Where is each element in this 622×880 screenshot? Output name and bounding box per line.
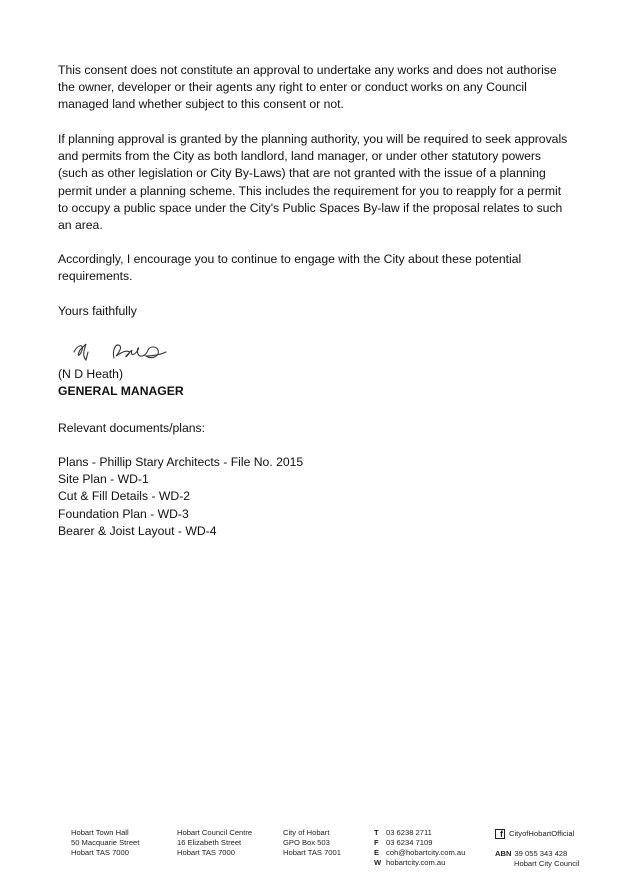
facebook-handle: CityofHobartOfficial <box>509 829 575 838</box>
facebook-link <box>495 828 579 840</box>
address-line: GPO Box 503 <box>283 838 330 847</box>
signer-block <box>58 366 568 400</box>
abn-value: 39 055 343 428 <box>514 849 568 858</box>
footer-social-abn <box>495 828 579 869</box>
document-item: Plans - Phillip Stary Architects - File No. 2015 <box>58 455 304 469</box>
footer-contacts <box>374 828 465 868</box>
contact-value: 03 6234 7109 <box>386 838 433 847</box>
contact-email <box>374 848 465 858</box>
contact-value: coh@hobartcity.com.au <box>386 848 466 857</box>
paragraph-consent: This consent does not constitute an approval to undertake any works and does not authorise the owner, developer or their agents any right to enter or conduct works on any Council managed land whether subject to this consent or not. <box>58 63 557 112</box>
address-line: City of Hobart <box>283 828 330 837</box>
contact-phone <box>374 828 465 838</box>
council-name: Hobart City Council <box>514 859 580 868</box>
paragraph-approvals: If planning approval is granted by the planning authority, you will be required to seek approvals and permits from the City as both landlord, land manager, or under other statutory powers (such as other legislation or City By-Laws) that are not granted with the issue of a planning permit under a planning scheme. This includes the requirement for you to reapply for a permit to occupy a public space under the City's Public Spaces By-law if the proposal relates to such an area. <box>58 132 568 233</box>
footer-council-centre-address <box>177 828 252 858</box>
contact-key: T <box>374 828 379 837</box>
facebook-icon: f <box>495 829 505 839</box>
abn-line <box>495 849 579 859</box>
closing-salutation: Yours faithfully <box>58 304 137 318</box>
contact-key: E <box>374 848 380 857</box>
contact-value: hobartcity.com.au <box>386 858 446 867</box>
address-line: Hobart Town Hall <box>71 828 129 837</box>
documents-heading: Relevant documents/plans: <box>58 421 206 435</box>
contact-fax <box>374 838 465 848</box>
contact-value: 03 6238 2711 <box>386 828 432 837</box>
contact-website <box>374 858 465 868</box>
abn-label: ABN <box>495 849 512 858</box>
footer-postal-address <box>283 828 341 858</box>
signature-image <box>66 336 176 366</box>
paragraph-engage: Accordingly, I encourage you to continue to engage with the City about these potential requirements. <box>58 252 522 284</box>
documents-list <box>58 454 568 540</box>
signer-name: (N D Heath) <box>58 367 124 381</box>
contact-key: W <box>374 858 382 867</box>
signer-title: GENERAL MANAGER <box>58 384 184 399</box>
address-line: Hobart Council Centre <box>177 828 253 837</box>
address-line: 16 Elizabeth Street <box>177 838 242 847</box>
footer-town-hall-address <box>71 828 139 858</box>
document-item: Site Plan - WD-1 <box>58 472 149 487</box>
address-line: 50 Macquarie Street <box>71 838 140 847</box>
document-item: Cut & Fill Details - WD-2 <box>58 489 191 504</box>
document-item: Foundation Plan - WD-3 <box>58 506 189 521</box>
address-line: Hobart TAS 7001 <box>283 848 341 857</box>
address-line: Hobart TAS 7000 <box>71 848 129 857</box>
contact-key: F <box>374 838 379 847</box>
address-line: Hobart TAS 7000 <box>177 848 235 857</box>
document-item: Bearer & Joist Layout - WD-4 <box>58 523 217 538</box>
